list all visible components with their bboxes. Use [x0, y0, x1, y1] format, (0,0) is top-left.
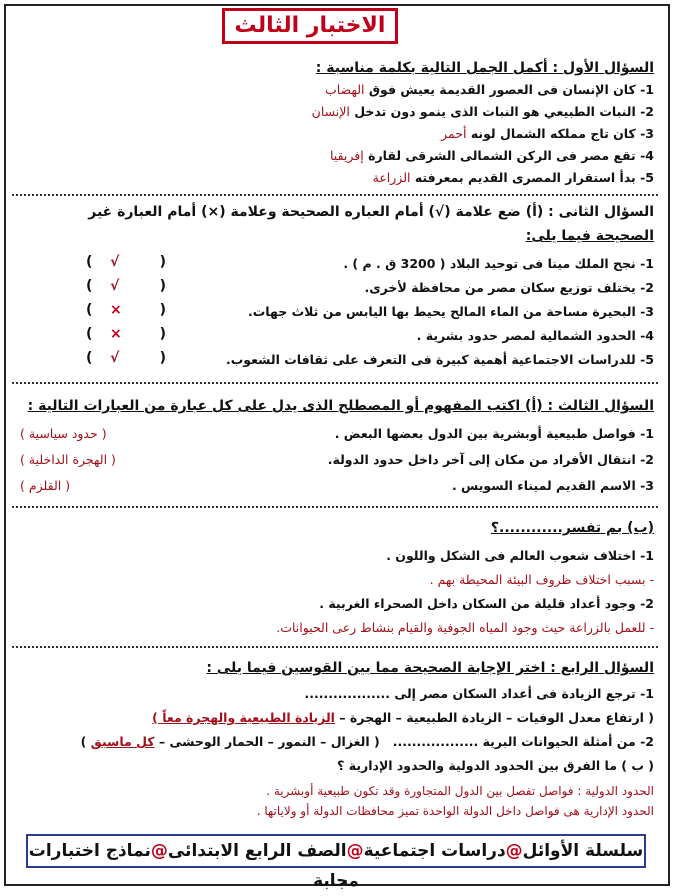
exam-title: الاختبار الثالث [222, 8, 398, 44]
q1-item-1: 1- كان الإنسان فى العصور القديمة يعيش فوق الهضاب [325, 82, 654, 97]
q4b-question: ( ب ) ما الفرق بين الحدود الدولية والحدود الإدارية ؟ [337, 758, 654, 773]
q3b-item-1: 1- اختلاف شعوب العالم فى الشكل واللون . [386, 548, 654, 563]
q1-item-5: 5- بدأ استقرار المصرى القديم بمعرفته الزراعة [372, 170, 654, 185]
q4-item-2: 2- من أمثلة الحيوانات البرية .................. ( الغزال – النمور – الحمار الوحشى – كل ماسبق ) [80, 734, 654, 749]
q1-item-3: 3- كان تاج مملكه الشمال لونه أحمر [441, 126, 654, 141]
q4-item-1-options: ( ارتفاع معدل الوفيات – الزيادة الطبيعية – الهجرة – الزيادة الطبيعية والهجرة معاً ) [152, 710, 654, 725]
divider [12, 646, 658, 648]
q3-answer-1: ( حدود سياسية ) [20, 426, 107, 441]
q2-heading-line2: الصحيحة فيما يلى: [525, 228, 654, 244]
q4-heading: السؤال الرابع : اختر الإجابة الصحيحة مما بين القوسين فيما يلى : [206, 660, 654, 676]
q3-item-3: 3- الاسم القديم لميناء السويس . [451, 478, 654, 493]
divider [12, 382, 658, 384]
q3-item-1: 1- فواصل طبيعية أوبشرية بين الدول بعضها البعض . [334, 426, 654, 441]
q2-item-4: 4- الحدود الشمالية لمصر حدود بشرية . [416, 328, 654, 343]
q4b-answer-2: الحدود الإدارية هى فواصل داخل الدولة الواحدة تميز محافظات الدولة أو ولاياتها . [256, 804, 654, 818]
q3-heading: السؤال الثالث : (أ) اكتب المفهوم أو المصطلح الذى يدل على كل عبارة من العبارات التالية : [27, 398, 654, 414]
q2-heading-line1: السؤال الثانى : (أ) ضع علامة (√) أمام العباره الصحيحة وعلامة (×) أمام العبارة غير [88, 204, 654, 220]
q2-item-3: 3- البحيرة مساحة من الماء المالح يحيط بها اليابس من ثلاث جهات. [248, 304, 654, 319]
q3-answer-3: ( القلزم ) [20, 478, 71, 493]
q3b-heading: (ب) بم تفسر............؟ [490, 520, 654, 536]
q4-item-1: 1- ترجع الزيادة فى أعداد السكان مصر إلى .................. [304, 686, 654, 701]
divider [12, 194, 658, 196]
q4b-answer-1: الحدود الدولية : فواصل تفصل بين الدول المتجاورة وقد تكون طبيعية أوبشرية . [266, 784, 654, 798]
q1-item-2: 2- النبات الطبيعي هو النبات الذى ينمو دون تدخل الإنسان [311, 104, 654, 119]
q3b-item-2: 2- وجود أعداد قليلة من السكان داخل الصحراء الغربية . [319, 596, 654, 611]
q1-heading: السؤال الأول : أكمل الجمل التالية بكلمة مناسبة : [315, 60, 654, 76]
q2-item-5: 5- للدراسات الاجتماعية أهمية كبيرة فى التعرف على ثقافات الشعوب. [225, 352, 654, 367]
q2-item-2: 2- يختلف توزيع سكان مصر من محافظة لأخرى. [364, 280, 654, 295]
q3b-answer-2: - للعمل بالزراعة حيث وجود المياه الجوفية والقيام بنشاط رعى الحيوانات. [276, 620, 654, 635]
q3-item-2: 2- انتقال الأفراد من مكان إلى آخر داخل حدود الدولة. [327, 452, 654, 467]
q3b-answer-1: - بسبب اختلاف ظروف البيئة المحيطة بهم . [429, 572, 654, 587]
divider [12, 506, 658, 508]
q3-answer-2: ( الهجرة الداخلية ) [20, 452, 116, 467]
series-footer: سلسلة الأوائل@دراسات اجتماعية@الصف الرابع الابتدائى@نماذج اختبارات مجابة [26, 834, 646, 868]
q1-item-4: 4- تقع مصر فى الركن الشمالى الشرقى لقارة إفريقيا [330, 148, 654, 163]
q2-item-1: 1- نجح الملك مينا فى توحيد البلاد ( 3200 ق . م ) . [343, 256, 654, 271]
